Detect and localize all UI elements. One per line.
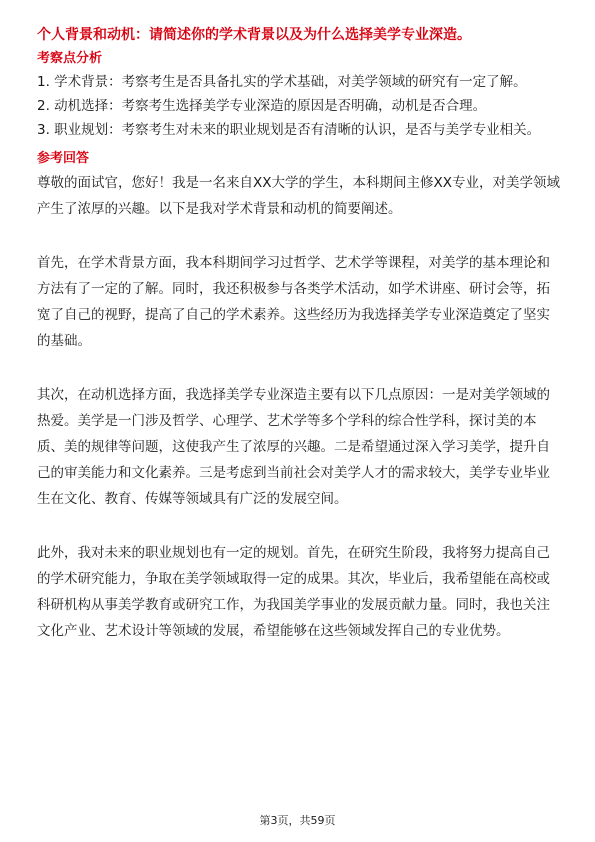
analysis-point: 2. 动机选择：考察考生选择美学专业深造的原因是否明确，动机是否合理。 bbox=[37, 98, 487, 114]
analysis-heading: 考察点分析 bbox=[37, 51, 103, 66]
analysis-point: 3. 职业规划：考察考生对未来的职业规划是否有清晰的认识，是否与美学专业相关。 bbox=[37, 122, 541, 138]
answer-heading: 参考回答 bbox=[37, 151, 90, 166]
answer-body bbox=[37, 170, 560, 644]
page-number: 第3页，共59页 bbox=[259, 814, 336, 827]
answer-paragraph: 其次，在动机选择方面，我选择美学专业深造主要有以下几点原因：一是对美学领域的热爱。美学是一门涉及哲学、心理学、艺术学等多个学科的综合性学科，探讨美的本质、美的规律等问题，这使我产生了浓厚的兴趣。二是希望通过深入学习美学，提升自己的审美能力和文化素养。三是考虑到当前社会对美学人才的需求较大，美学专业毕业生在文化、教育、传媒等领域具有广泛的发展空间。 bbox=[37, 387, 550, 507]
question-title: 个人背景和动机：请简述你的学术背景以及为什么选择美学专业深造。 bbox=[37, 27, 471, 43]
answer-paragraph: 尊敬的面试官，您好！我是一名来自XX大学的学生，本科期间主修XX专业，对美学领域产生了浓厚的兴趣。以下是我对学术背景和动机的简要阐述。 bbox=[37, 175, 560, 217]
document-page bbox=[37, 24, 560, 644]
answer-paragraph: 首先，在学术背景方面，我本科期间学习过哲学、艺术学等课程，对美学的基本理论和方法有了一定的了解。同时，我还积极参与各类学术活动，如学术讲座、研讨会等，拓宽了自己的视野，提高了自己的学术素养。这些经历为我选择美学专业深造奠定了坚实的基础。 bbox=[37, 255, 550, 349]
analysis-point: 1. 学术背景：考察考生是否具备扎实的学术基础，对美学领域的研究有一定了解。 bbox=[37, 74, 527, 90]
answer-paragraph: 此外，我对未来的职业规划也有一定的规划。首先，在研究生阶段，我将努力提高自己的学术研究能力，争取在美学领域取得一定的成果。其次，毕业后，我希望能在高校或科研机构从事美学教育或研究工作，为我国美学事业的发展贡献力量。同时，我也关注文化产业、艺术设计等领域的发展，希望能够在这些领域发挥自己的专业优势。 bbox=[37, 545, 550, 639]
